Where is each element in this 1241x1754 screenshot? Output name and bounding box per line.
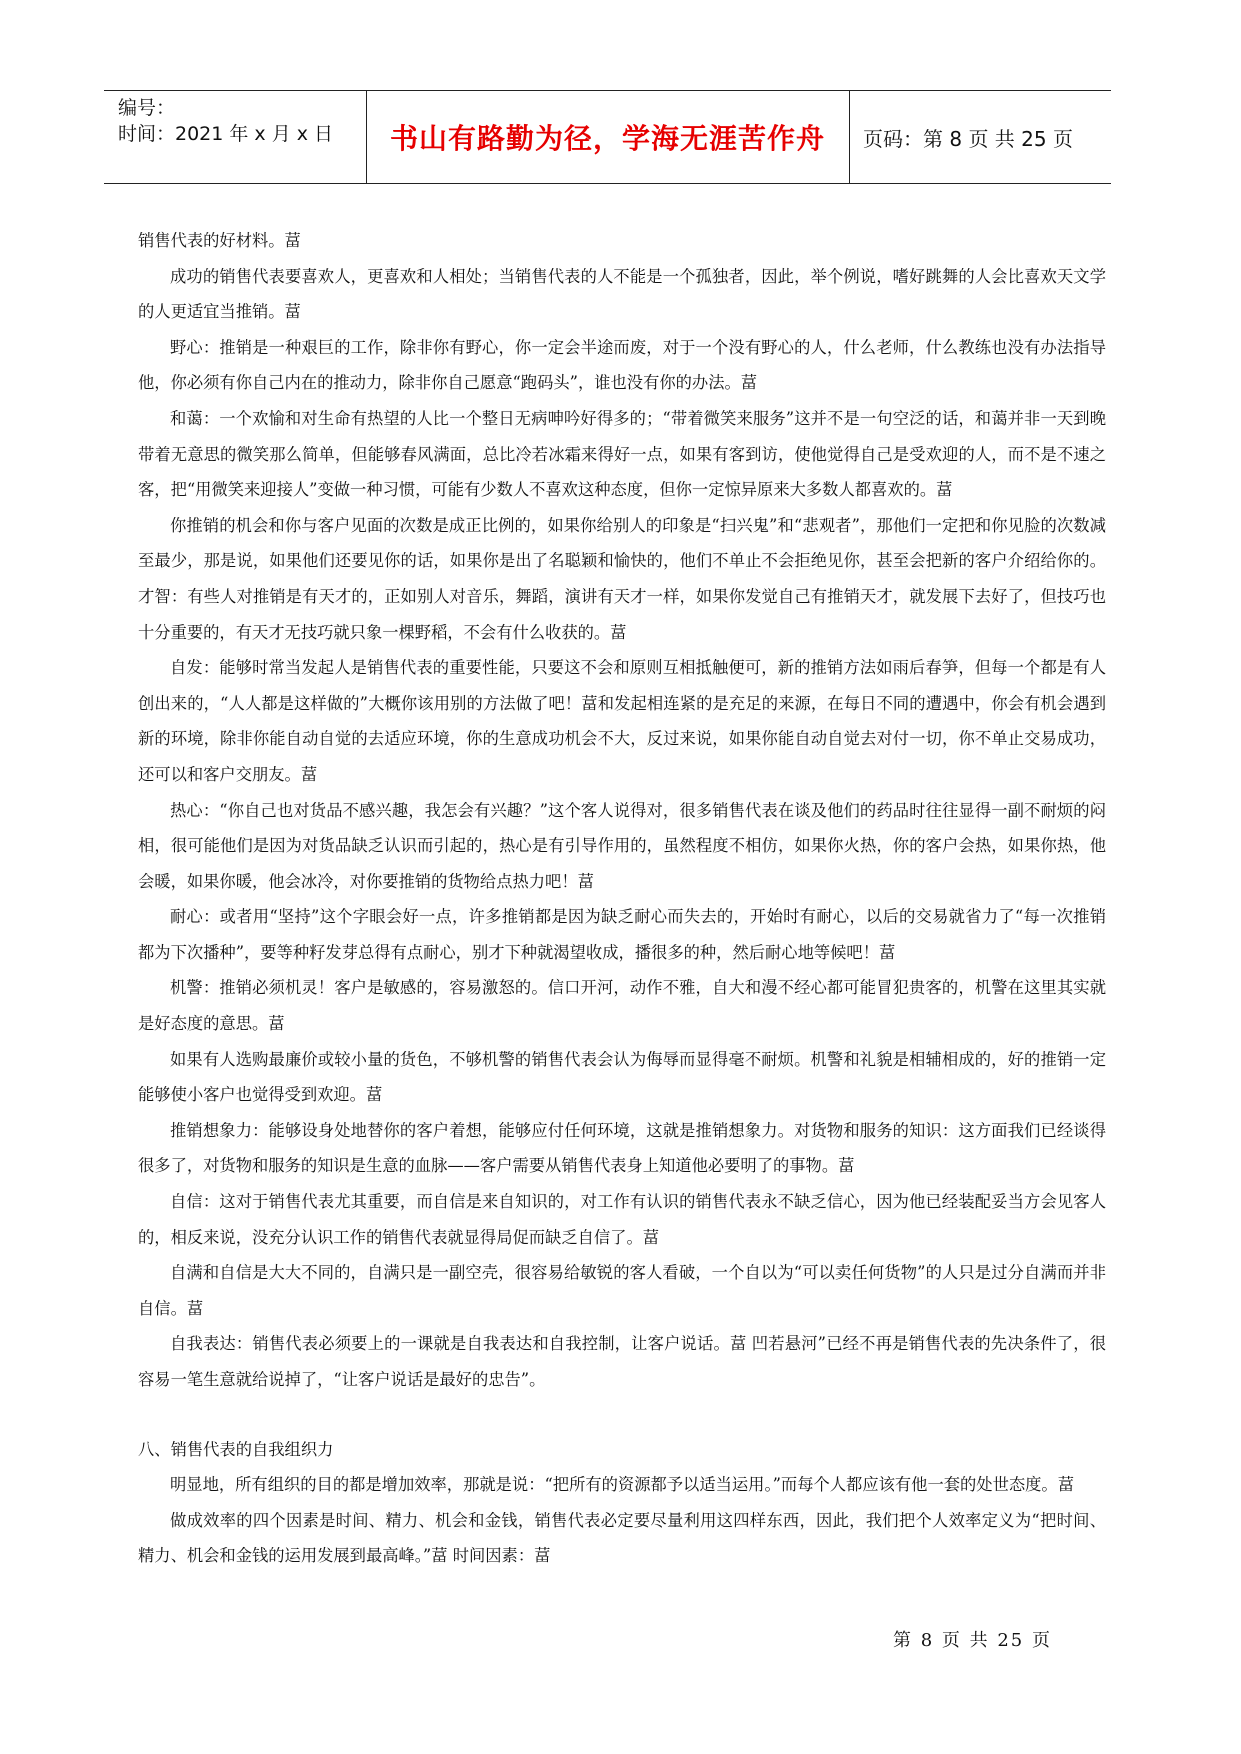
header-middle-cell	[366, 91, 849, 183]
paragraph: 推销想象力：能够设身处地替你的客户着想，能够应付任何环境，这就是推销想象力。对货物和服务的知识：这方面我们已经谈得很多了，对货物和服务的知识是生意的血脉——客户需要从销售代表身上知道他必要明了的事物。葍	[138, 1120, 1106, 1176]
page-footer: 第 8 页 共 25 页	[893, 1630, 1052, 1651]
paragraph: 做成效率的四个因素是时间、精力、机会和金钱，销售代表必定要尽量利用这四样东西，因此，我们把个人效率定义为“把时间、精力、机会和金钱的运用发展到最高峰。”葍 时间因素：葍	[138, 1510, 1106, 1566]
paragraph: 销售代表的好材料。葍	[138, 231, 301, 250]
paragraph: 明显地，所有组织的目的都是增加效率，那就是说：“把所有的资源都予以适当运用。”而每个人都应该有他一套的处世态度。葍	[170, 1475, 1074, 1495]
paragraph: 自信：这对于销售代表尤其重要，而自信是来自知识的，对工作有认识的销售代表永不缺乏信心，因为他已经装配妥当方会见客人的，相反来说，没充分认识工作的销售代表就显得局促而缺乏自信了。葍	[138, 1192, 1106, 1247]
paragraph: 你推销的机会和你与客户见面的次数是成正比例的，如果你给别人的印象是“扫兴鬼”和“悲观者”，那他们一定把和你见脸的次数减至最少，那是说，如果他们还要见你的话，如果你是出了名聪颖和愉快的，他们不单止不会拒绝见你，甚至会把新的客户介绍给你的。才智：有些人对推销是有天才的，正如别人对音乐，舞蹈，演讲有天才一样，如果你发觉自己有推销天才，就发展下去好了，但技巧也十分重要的，有天才无技巧就只象一棵野稻，不会有什么收获的。葍	[138, 515, 1106, 642]
paragraph: 如果有人选购最廉价或较小量的货色，不够机警的销售代表会认为侮辱而显得毫不耐烦。机警和礼貌是相辅相成的，好的推销一定能够使小客户也觉得受到欢迎。葍	[138, 1049, 1106, 1105]
section-heading: 八、销售代表的自我组织力	[138, 1439, 334, 1459]
paragraph: 成功的销售代表要喜欢人，更喜欢和人相处；当销售代表的人不能是一个孤独者，因此，举个例说，嗜好跳舞的人会比喜欢天文学的人更适宜当推销。葍	[138, 266, 1106, 322]
paragraph: 热心：“你自己也对货品不感兴趣，我怎会有兴趣？”这个客人说得对，很多销售代表在谈及他们的药品时往往显得一副不耐烦的闷相，很可能他们是因为对货品缺乏认识而引起的，热心是有引导作用的，虽然程度不相仿，如果你火热，你的客户会热，如果你热，他会暖，如果你暖，他会冰冷，对你要推销的货物给点热力吧！葍	[138, 800, 1106, 891]
paragraph: 机警：推销必须机灵！客户是敏感的，容易激怒的。信口开河，动作不雅，自大和漫不经心都可能冒犯贵客的，机警在这里其实就是好态度的意思。葍	[138, 978, 1106, 1034]
time-label: 时间：2021 年 x 月 x 日	[118, 123, 334, 145]
number-label: 编号：	[118, 97, 176, 119]
page-code: 页码：第 8 页 共 25 页	[863, 126, 1073, 151]
paragraph: 野心：推销是一种艰巨的工作，除非你有野心，你一定会半途而废，对于一个没有野心的人，什么老师，什么教练也没有办法指导他，你必须有你自己内在的推动力，除非你自己愿意“跑码头”，谁也没有你的办法。葍	[138, 337, 1106, 393]
paragraph: 耐心：或者用“坚持”这个字眼会好一点，许多推销都是因为缺乏耐心而失去的，开始时有耐心，以后的交易就省力了“每一次推销都为下次播种”，要等种籽发芽总得有点耐心，别才下种就渴望收成，播很多的种，然后耐心地等候吧！葍	[138, 907, 1106, 962]
paragraph: 自我表达：销售代表必须要上的一课就是自我表达和自我控制，让客户说话。葍 凹若悬河”已经不再是销售代表的先决条件了，很容易一笔生意就给说掉了，“让客户说话是最好的忠告”。	[138, 1334, 1106, 1389]
paragraph: 自发：能够时常当发起人是销售代表的重要性能，只要这不会和原则互相抵触便可，新的推销方法如雨后春笋，但每一个都是有人创出来的，“人人都是这样做的”大概你该用别的方法做了吧！葍和发起相连紧的是充足的来源，在每日不同的遭遇中，你会有机会遇到新的环境，除非你能自动自觉的去适应环境，你的生意成功机会不大，反过来说，如果你能自动自觉去对付一切，你不单止交易成功，还可以和客户交朋友。葍	[138, 658, 1106, 784]
page-header	[104, 90, 1111, 184]
paragraph: 和蔼：一个欢愉和对生命有热望的人比一个整日无病呻吟好得多的；“带着微笑来服务”这并不是一句空泛的话，和蔼并非一天到晚带着无意思的微笑那么简单，但能够春风满面，总比冷若冰霜来得好一点，如果有客到访，使他觉得自己是受欢迎的人，而不是不速之客，把“用微笑来迎接人”变做一种习惯，可能有少数人不喜欢这种态度，但你一定惊异原来大多数人都喜欢的。葍	[138, 408, 1106, 500]
document-body	[138, 223, 1106, 1574]
header-right-cell	[849, 91, 1111, 183]
header-motto: 书山有路勤为径，学海无涯苦作舟	[389, 122, 825, 155]
header-left-cell	[104, 91, 366, 183]
paragraph: 自满和自信是大大不同的，自满只是一副空壳，很容易给敏锐的客人看破，一个自以为“可以卖任何货物”的人只是过分自满而并非自信。葍	[138, 1263, 1106, 1318]
